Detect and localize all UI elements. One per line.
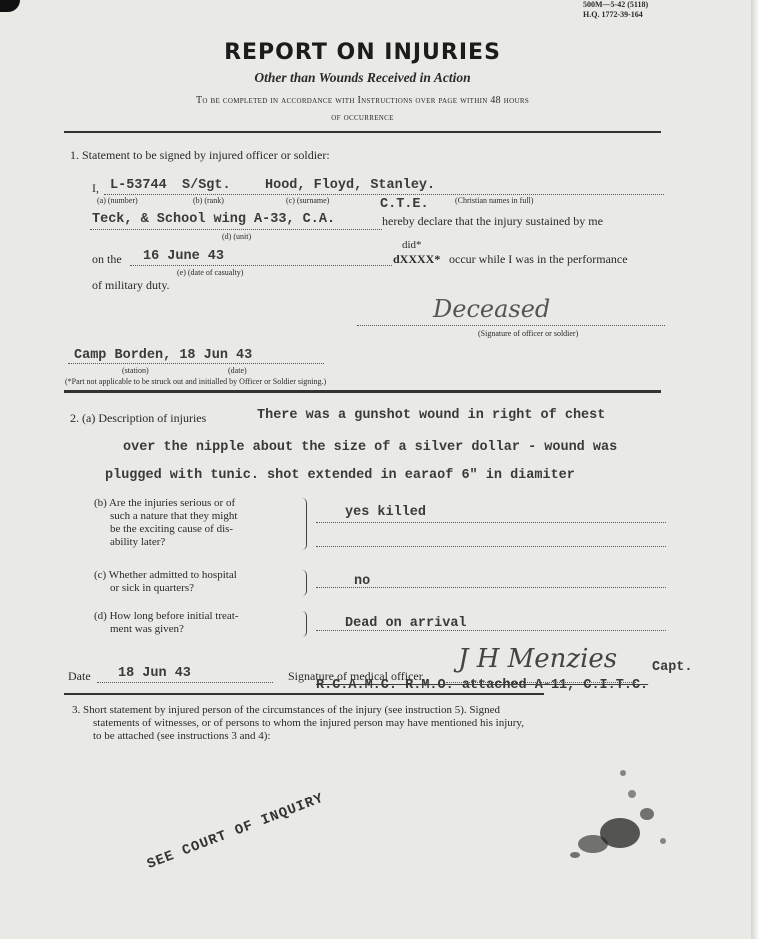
divider bbox=[64, 131, 661, 133]
unit: Teck, & School wing A-33, C.A. bbox=[92, 212, 336, 227]
label-station: (station) bbox=[122, 366, 149, 375]
section1-heading: 1. Statement to be signed by injured officer or soldier: bbox=[70, 148, 330, 162]
fill-line bbox=[316, 587, 666, 588]
struck-text: dXXXX* bbox=[393, 252, 441, 266]
unit-line1: C.T.E. bbox=[380, 197, 429, 212]
medical-officer-rank: Capt. bbox=[652, 660, 693, 675]
fill-line bbox=[104, 194, 664, 195]
service-number: L-53744 bbox=[110, 178, 167, 193]
court-of-inquiry-stamp: SEE COURT OF INQUIRY bbox=[145, 790, 327, 873]
station-date: Camp Borden, 18 Jun 43 bbox=[74, 348, 253, 363]
label-signature: (Signature of officer or soldier) bbox=[478, 329, 579, 338]
medical-officer-unit: R.C.A.M.C. R.M.O. attached A-11, C.I.T.C. bbox=[316, 678, 649, 693]
answer-c: no bbox=[354, 574, 371, 589]
instruction-line: To be completed in accordance with Instructions over page within 48 hours bbox=[195, 95, 530, 106]
question-c: (c) Whether admitted to hospital or sick in quarters? bbox=[94, 569, 237, 594]
fill-line bbox=[97, 682, 273, 683]
divider bbox=[64, 390, 661, 393]
date-of-casualty: 16 June 43 bbox=[143, 249, 225, 264]
form-number-block bbox=[583, 0, 648, 20]
medical-officer-signature: J H Menzies bbox=[458, 644, 618, 674]
label-date-casualty: (e) (date of casualty) bbox=[177, 268, 244, 277]
date-label: Date bbox=[68, 669, 91, 683]
punch-hole-shadow bbox=[0, 0, 20, 12]
description-label: 2. (a) Description of injuries bbox=[70, 411, 207, 425]
section3-instructions: 3. Short statement by injured person of the circumstances of the injury (see instruction 5). Signed statements of witnesses, or of persons to whom the injured person may have mentioned his injury, to be attached (see instructions 3 and 4): bbox=[72, 704, 524, 742]
on-the-label: on the bbox=[92, 252, 122, 266]
soldier-name: Hood, Floyd, Stanley. bbox=[265, 178, 436, 193]
label-christian-names: (Christian names in full) bbox=[455, 196, 534, 205]
answer-d: Dead on arrival bbox=[345, 616, 467, 631]
fill-line bbox=[316, 546, 666, 547]
medical-date: 18 Jun 43 bbox=[118, 666, 191, 681]
brace bbox=[302, 498, 307, 550]
divider bbox=[64, 693, 544, 695]
fill-line bbox=[316, 522, 666, 523]
label-surname: (c) (surname) bbox=[286, 196, 330, 205]
footnote: (*Part not applicable to be struck out and initialled by Officer or Soldier signing.) bbox=[65, 377, 327, 386]
declare-text: hereby declare that the injury sustained by me bbox=[382, 214, 603, 228]
brace bbox=[302, 611, 307, 637]
rank: S/Sgt. bbox=[182, 178, 231, 193]
instruction-line: of occurrence bbox=[331, 112, 394, 123]
fill-line bbox=[316, 630, 666, 631]
fill-line bbox=[68, 363, 324, 364]
label-number: (a) (number) bbox=[97, 196, 138, 205]
brace bbox=[302, 570, 307, 596]
medical-officer-label: Signature of medical officer bbox=[288, 669, 423, 683]
page-subtitle: Other than Wounds Received in Action bbox=[254, 70, 471, 85]
hq-number: H.Q. 1772-39-164 bbox=[583, 10, 643, 19]
description-line: plugged with tunic. shot extended in earaof 6" in diamiter bbox=[105, 468, 575, 483]
description-line: There was a gunshot wound in right of chest bbox=[257, 408, 606, 423]
did-insert: did* bbox=[402, 239, 422, 251]
fill-line bbox=[130, 265, 392, 266]
label-date: (date) bbox=[228, 366, 247, 375]
fill-line bbox=[90, 229, 382, 230]
label-rank: (b) (rank) bbox=[193, 196, 224, 205]
answer-b: yes killed bbox=[345, 505, 427, 520]
page-edge bbox=[751, 0, 759, 939]
signature-line bbox=[357, 325, 665, 326]
description-line: over the nipple about the size of a silver dollar - wound was bbox=[123, 440, 618, 455]
soldier-signature: Deceased bbox=[433, 295, 551, 323]
occur-text: occur while I was in the performance bbox=[449, 252, 628, 266]
page-title: REPORT ON INJURIES bbox=[224, 40, 501, 65]
prefix-i: I, bbox=[92, 181, 99, 195]
question-b: (b) Are the injuries serious or of such a nature that they might be the exciting cause of dis- ability later? bbox=[94, 497, 238, 548]
form-number: 500M—5-42 (5118) bbox=[583, 0, 649, 9]
label-unit: (d) (unit) bbox=[222, 232, 252, 241]
question-d: (d) How long before initial treat- ment was given? bbox=[94, 610, 239, 635]
military-duty-text: of military duty. bbox=[92, 278, 170, 292]
